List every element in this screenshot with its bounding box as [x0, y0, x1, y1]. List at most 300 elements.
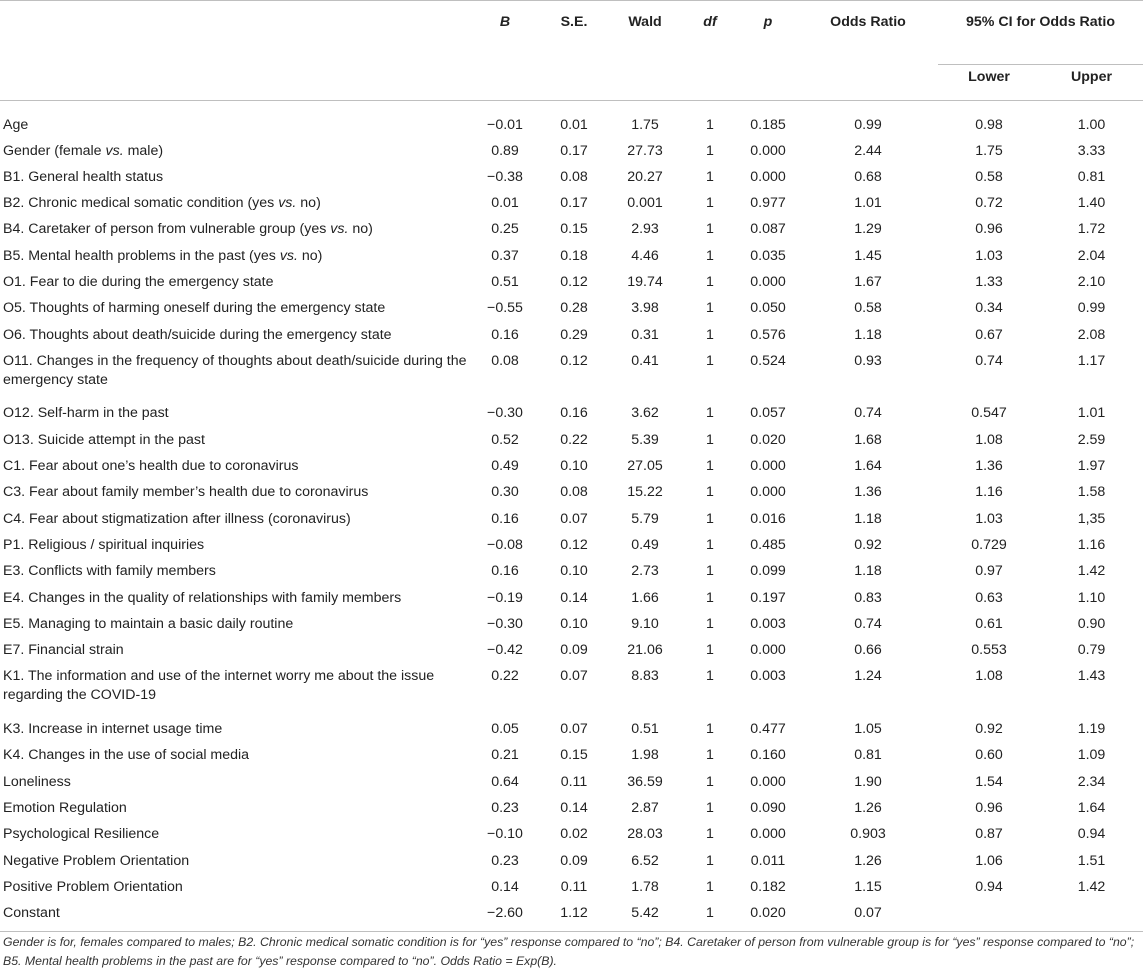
cell-b: 0.21 [491, 747, 519, 764]
cell-df: 1 [706, 747, 714, 764]
cell-p: 0.000 [750, 458, 786, 475]
cell-se: 0.09 [560, 852, 588, 869]
cell-b: 0.23 [491, 852, 519, 869]
cell-lower: 0.72 [975, 195, 1003, 212]
cell-se: 0.28 [560, 300, 588, 317]
cell-upper: 1.51 [1077, 852, 1106, 869]
header-label [0, 1, 470, 101]
table-row [0, 139, 1143, 165]
header-b: B [470, 1, 540, 101]
cell-wald: 0.001 [627, 195, 663, 212]
cell-wald: 21.06 [627, 642, 663, 659]
cell-df: 1 [706, 484, 714, 501]
row-label-text: no) [296, 195, 321, 212]
cell-b: −2.60 [470, 901, 540, 931]
cell-or: 1.18 [854, 563, 882, 580]
cell-se: 0.12 [560, 273, 588, 290]
table-row [0, 533, 1143, 559]
cell-b: 0.37 [491, 247, 519, 264]
cell-or: 1.36 [854, 484, 882, 501]
cell-lower: 0.34 [975, 300, 1003, 317]
cell-b: 0.25 [491, 221, 519, 238]
cell-or: 0.74 [854, 405, 882, 422]
cell-upper: 0.99 [1077, 300, 1106, 317]
row-label-text: no) [348, 221, 373, 238]
cell-or: 1.18 [854, 510, 882, 527]
cell-p: 0.160 [750, 747, 786, 764]
cell-lower: 0.94 [975, 878, 1003, 895]
cell-or: 1.68 [854, 431, 882, 448]
cell-lower: 0.74 [975, 352, 1003, 369]
cell-df: 1 [706, 536, 714, 553]
cell-se: 0.08 [560, 168, 588, 185]
header-se: S.E. [540, 1, 608, 101]
cell-lower: 0.63 [975, 589, 1003, 606]
header-lower: Lower [938, 65, 1040, 101]
cell-wald: 0.31 [631, 326, 659, 343]
cell-df: 1 [706, 668, 714, 685]
cell-p: 0.524 [750, 352, 786, 369]
row-label: O11. Changes in the frequency of thoughts about death/suicide during the emergency state [3, 352, 467, 388]
cell-b: 0.30 [491, 484, 519, 501]
cell-df: 1 [706, 247, 714, 264]
cell-wald: 4.46 [631, 247, 659, 264]
cell-upper: 2.10 [1077, 273, 1106, 290]
cell-se: 0.11 [560, 878, 588, 895]
row-label: Emotion Regulation [3, 799, 127, 816]
cell-se: 0.01 [560, 117, 588, 133]
cell-se: 0.07 [560, 721, 588, 738]
cell-or: 1.67 [854, 273, 882, 290]
cell-lower: 0.96 [975, 221, 1003, 238]
cell-b: −0.08 [487, 536, 523, 553]
cell-or: 0.83 [854, 589, 882, 606]
cell-or: 1.15 [854, 878, 882, 895]
row-label-text: male) [123, 142, 164, 159]
table-row [0, 480, 1143, 506]
row-label-italic: vs. [278, 195, 297, 212]
cell-lower [938, 901, 1040, 931]
cell-se: 0.12 [560, 536, 588, 553]
cell-b: −0.55 [487, 300, 523, 317]
cell-wald: 1.98 [631, 747, 659, 764]
cell-lower: 0.547 [971, 405, 1007, 422]
cell-df: 1 [706, 721, 714, 738]
cell-lower: 0.92 [975, 721, 1003, 738]
cell-se: 0.15 [560, 221, 588, 238]
cell-or: 0.58 [854, 300, 882, 317]
cell-df: 1 [706, 117, 714, 133]
cell-b: −0.10 [487, 826, 523, 843]
cell-p: 0.003 [750, 668, 786, 685]
table-row [0, 296, 1143, 322]
table-row [0, 743, 1143, 769]
cell-b: −0.30 [487, 615, 523, 632]
cell-b: −0.30 [487, 405, 523, 422]
cell-lower: 0.61 [975, 615, 1003, 632]
row-label-text: B2. Chronic medical somatic condition (yes [3, 195, 279, 212]
cell-p: 0.977 [750, 195, 786, 212]
cell-lower: 0.97 [975, 563, 1003, 580]
table-row [0, 849, 1143, 875]
row-label [0, 217, 470, 243]
cell-or: 0.99 [854, 117, 882, 133]
row-label: E4. Changes in the quality of relationships with family members [3, 589, 402, 606]
cell-df: 1 [706, 195, 714, 212]
cell-wald: 9.10 [631, 615, 659, 632]
cell-p: 0.000 [750, 484, 786, 501]
row-label-text: B4. Caretaker of person from vulnerable group (yes [3, 221, 331, 238]
cell-or: 0.903 [850, 826, 886, 843]
cell-se: 0.14 [560, 589, 588, 606]
cell-p: 0.035 [750, 247, 786, 264]
table-row [0, 323, 1143, 349]
cell-upper: 0.90 [1077, 615, 1106, 632]
cell-or: 1.29 [854, 221, 882, 238]
cell-p: 0.576 [750, 326, 786, 343]
table-row [0, 191, 1143, 217]
cell-or: 0.93 [854, 352, 882, 369]
cell-upper [1040, 901, 1143, 931]
cell-wald: 27.73 [627, 142, 663, 159]
cell-upper: 1.10 [1077, 589, 1106, 606]
row-label: C3. Fear about family member’s health due to coronavirus [3, 484, 369, 501]
row-label: E7. Financial strain [3, 642, 124, 659]
cell-or: 1.64 [854, 458, 882, 475]
cell-lower: 0.96 [975, 799, 1003, 816]
cell-upper: 0.94 [1077, 826, 1106, 843]
row-label-italic: vs. [279, 247, 298, 264]
cell-or: 0.07 [798, 901, 938, 931]
cell-upper: 1.58 [1077, 484, 1106, 501]
cell-or: 0.68 [854, 168, 882, 185]
cell-lower: 0.98 [975, 117, 1003, 133]
cell-df: 1 [706, 615, 714, 632]
cell-df: 1 [706, 431, 714, 448]
cell-b: 0.22 [491, 668, 519, 685]
row-label [0, 191, 470, 217]
cell-lower: 0.729 [971, 536, 1007, 553]
cell-se: 0.07 [560, 510, 588, 527]
cell-wald: 36.59 [627, 773, 663, 790]
cell-or: 1.26 [854, 852, 882, 869]
cell-df: 1 [706, 878, 714, 895]
cell-p: 0.087 [750, 221, 786, 238]
cell-wald: 15.22 [627, 484, 663, 501]
row-label-italic: vs. [330, 221, 349, 238]
cell-or: 1.01 [854, 195, 882, 212]
row-label: K4. Changes in the use of social media [3, 747, 250, 764]
cell-df: 1 [706, 852, 714, 869]
cell-lower: 1.54 [975, 773, 1003, 790]
cell-p: 0.011 [750, 852, 786, 869]
table-row [0, 875, 1143, 901]
cell-wald: 3.62 [631, 405, 659, 422]
cell-upper: 3.33 [1077, 142, 1106, 159]
cell-wald: 1.75 [631, 117, 659, 133]
cell-b: 0.89 [491, 142, 519, 159]
row-label-text: no) [297, 247, 323, 264]
cell-upper: 1.97 [1077, 458, 1106, 475]
cell-p: 0.485 [750, 536, 786, 553]
table-row [0, 507, 1143, 533]
cell-df: 1 [706, 799, 714, 816]
cell-p: 0.197 [750, 589, 786, 606]
table-header [0, 1, 1143, 101]
cell-df: 1 [682, 901, 738, 931]
cell-wald: 3.98 [631, 300, 659, 317]
cell-upper: 1.00 [1077, 117, 1106, 133]
cell-b: −0.01 [487, 117, 523, 133]
cell-p: 0.477 [750, 721, 786, 738]
row-label: Loneliness [3, 773, 71, 790]
cell-upper: 1.01 [1077, 405, 1106, 422]
cell-se: 0.18 [560, 247, 588, 264]
table-footnote: Gender is for, females compared to males; B2. Chronic medical somatic condition is for “yes” response compared to “no”; B4. Caretaker of person from vulnerable group is for “yes” response compared to “no”; B5. Mental health problems in the past are for “yes” response compared to “no”. Odds Ratio = Exp(B). [3, 935, 1135, 968]
row-label: E3. Conflicts with family members [3, 563, 216, 580]
cell-upper: 1.40 [1077, 195, 1106, 212]
cell-or: 1.05 [854, 721, 882, 738]
cell-se: 0.11 [560, 773, 588, 790]
cell-wald: 0.51 [631, 721, 659, 738]
cell-wald: 1.78 [631, 878, 659, 895]
cell-lower: 0.87 [975, 826, 1003, 843]
cell-se: 0.10 [560, 563, 588, 580]
cell-upper: 0.79 [1077, 642, 1106, 659]
table-row [0, 901, 1143, 931]
cell-b: 0.16 [491, 510, 519, 527]
cell-or: 0.92 [854, 536, 882, 553]
cell-df: 1 [706, 142, 714, 159]
table-row [0, 612, 1143, 638]
row-label [0, 244, 470, 270]
table-row [0, 664, 1143, 717]
cell-upper: 0.81 [1077, 168, 1106, 185]
cell-b: −0.42 [487, 642, 523, 659]
table-row [0, 559, 1143, 585]
cell-p: 0.099 [750, 563, 786, 580]
cell-or: 1.90 [854, 773, 882, 790]
cell-upper: 1,35 [1077, 510, 1106, 527]
row-label: O6. Thoughts about death/suicide during the emergency state [3, 326, 392, 343]
row-label: O13. Suicide attempt in the past [3, 431, 205, 448]
cell-b: 0.16 [491, 563, 519, 580]
cell-lower: 1.08 [975, 668, 1003, 685]
table-row [0, 244, 1143, 270]
row-label: Psychological Resilience [3, 826, 160, 843]
cell-p: 0.020 [738, 901, 798, 931]
cell-df: 1 [706, 458, 714, 475]
row-label: Age [3, 117, 29, 133]
cell-or: 1.26 [854, 799, 882, 816]
cell-df: 1 [706, 589, 714, 606]
cell-df: 1 [706, 405, 714, 422]
cell-p: 0.057 [750, 405, 786, 422]
cell-or: 0.66 [854, 642, 882, 659]
cell-p: 0.185 [750, 117, 786, 133]
cell-wald: 19.74 [627, 273, 663, 290]
cell-se: 0.02 [560, 826, 588, 843]
table-body [0, 101, 1143, 932]
cell-p: 0.003 [750, 615, 786, 632]
table-row [0, 270, 1143, 296]
cell-b: 0.64 [491, 773, 519, 790]
cell-se: 0.08 [560, 484, 588, 501]
cell-upper: 2.04 [1077, 247, 1106, 264]
cell-se: 0.22 [560, 431, 588, 448]
row-label: P1. Religious / spiritual inquiries [3, 536, 205, 553]
cell-p: 0.000 [750, 142, 786, 159]
cell-p: 0.090 [750, 799, 786, 816]
cell-df: 1 [706, 326, 714, 343]
cell-b: 0.23 [491, 799, 519, 816]
row-label: O12. Self-harm in the past [3, 405, 169, 422]
cell-df: 1 [706, 273, 714, 290]
row-label-italic: vs. [105, 142, 124, 159]
cell-se: 0.17 [560, 142, 588, 159]
row-label: Positive Problem Orientation [3, 878, 183, 895]
cell-wald: 5.42 [608, 901, 682, 931]
cell-or: 1.45 [854, 247, 882, 264]
cell-p: 0.000 [750, 826, 786, 843]
cell-upper: 1.09 [1077, 747, 1106, 764]
cell-upper: 1.16 [1077, 536, 1106, 553]
row-label: Constant [0, 901, 470, 931]
cell-wald: 2.73 [631, 563, 659, 580]
header-df: df [682, 1, 738, 101]
cell-b: 0.51 [491, 273, 519, 290]
cell-wald: 27.05 [627, 458, 663, 475]
cell-lower: 0.553 [971, 642, 1007, 659]
table-row [0, 796, 1143, 822]
cell-or: 0.81 [854, 747, 882, 764]
cell-or: 1.18 [854, 326, 882, 343]
cell-b: −0.19 [487, 589, 523, 606]
cell-lower: 0.60 [975, 747, 1003, 764]
cell-upper: 2.08 [1077, 326, 1106, 343]
table-row [0, 165, 1143, 191]
cell-se: 0.07 [560, 668, 588, 685]
header-p: p [738, 1, 798, 101]
cell-lower: 1.36 [975, 458, 1003, 475]
cell-lower: 0.58 [975, 168, 1003, 185]
cell-wald: 28.03 [627, 826, 663, 843]
cell-se: 0.17 [560, 195, 588, 212]
cell-upper: 2.59 [1077, 431, 1106, 448]
cell-b: 0.49 [491, 458, 519, 475]
cell-lower: 1.16 [975, 484, 1003, 501]
cell-wald: 0.49 [631, 536, 659, 553]
cell-df: 1 [706, 510, 714, 527]
row-label-text: Gender (female [3, 142, 106, 159]
row-label: K3. Increase in internet usage time [3, 721, 223, 738]
table-row [0, 101, 1143, 139]
cell-wald: 6.52 [631, 852, 659, 869]
header-upper: Upper [1040, 65, 1143, 101]
cell-se: 0.29 [560, 326, 588, 343]
cell-or: 0.74 [854, 615, 882, 632]
cell-wald: 5.39 [631, 431, 659, 448]
table-row [0, 717, 1143, 743]
cell-wald: 2.87 [631, 799, 659, 816]
cell-b: 0.16 [491, 326, 519, 343]
cell-se: 0.12 [560, 352, 588, 369]
cell-b: 0.08 [491, 352, 519, 369]
row-label: O1. Fear to die during the emergency state [3, 273, 274, 290]
row-label: O5. Thoughts of harming oneself during the emergency state [3, 300, 386, 317]
cell-df: 1 [706, 352, 714, 369]
cell-lower: 0.67 [975, 326, 1003, 343]
cell-p: 0.020 [750, 431, 786, 448]
cell-df: 1 [706, 221, 714, 238]
cell-se: 0.10 [560, 458, 588, 475]
cell-se: 0.14 [560, 799, 588, 816]
cell-p: 0.000 [750, 642, 786, 659]
table-row [0, 217, 1143, 243]
cell-se: 0.15 [560, 747, 588, 764]
row-label: K1. The information and use of the internet worry me about the issue regarding the COVID-19 [3, 668, 435, 704]
cell-df: 1 [706, 642, 714, 659]
cell-lower: 1.33 [975, 273, 1003, 290]
cell-lower: 1.75 [975, 142, 1003, 159]
table-row [0, 454, 1143, 480]
row-label [0, 139, 470, 165]
cell-lower: 1.08 [975, 431, 1003, 448]
cell-lower: 1.03 [975, 247, 1003, 264]
header-odds-ratio: Odds Ratio [798, 1, 938, 101]
cell-se: 0.10 [560, 615, 588, 632]
cell-wald: 5.79 [631, 510, 659, 527]
row-label: B1. General health status [3, 168, 164, 185]
cell-se: 1.12 [540, 901, 608, 931]
cell-upper: 1.42 [1077, 563, 1106, 580]
cell-df: 1 [706, 563, 714, 580]
row-label: Negative Problem Orientation [3, 852, 190, 869]
cell-b: −0.38 [487, 168, 523, 185]
row-label: C4. Fear about stigmatization after illness (coronavirus) [3, 510, 351, 527]
cell-p: 0.182 [750, 878, 786, 895]
cell-upper: 1.19 [1077, 721, 1106, 738]
cell-upper: 1.72 [1077, 221, 1106, 238]
table-row [0, 428, 1143, 454]
cell-p: 0.050 [750, 300, 786, 317]
cell-wald: 2.93 [631, 221, 659, 238]
cell-wald: 8.83 [631, 668, 659, 685]
table-row [0, 349, 1143, 402]
row-label-text: B5. Mental health problems in the past (yes [3, 247, 280, 264]
cell-b: 0.01 [491, 195, 519, 212]
table-row [0, 586, 1143, 612]
cell-b: 0.05 [491, 721, 519, 738]
cell-p: 0.016 [750, 510, 786, 527]
cell-or: 2.44 [854, 142, 882, 159]
cell-upper: 2.34 [1077, 773, 1106, 790]
cell-se: 0.16 [560, 405, 588, 422]
row-label: E5. Managing to maintain a basic daily routine [3, 615, 294, 632]
cell-df: 1 [706, 168, 714, 185]
table-row [0, 822, 1143, 848]
header-ci: 95% CI for Odds Ratio [966, 14, 1115, 30]
cell-p: 0.000 [750, 773, 786, 790]
cell-upper: 1.64 [1077, 799, 1106, 816]
table-row [0, 638, 1143, 664]
cell-lower: 1.06 [975, 852, 1003, 869]
cell-upper: 1.42 [1077, 878, 1106, 895]
table-row [0, 401, 1143, 427]
cell-upper: 1.17 [1077, 352, 1106, 369]
cell-b: 0.14 [491, 878, 519, 895]
cell-wald: 0.41 [631, 352, 659, 369]
